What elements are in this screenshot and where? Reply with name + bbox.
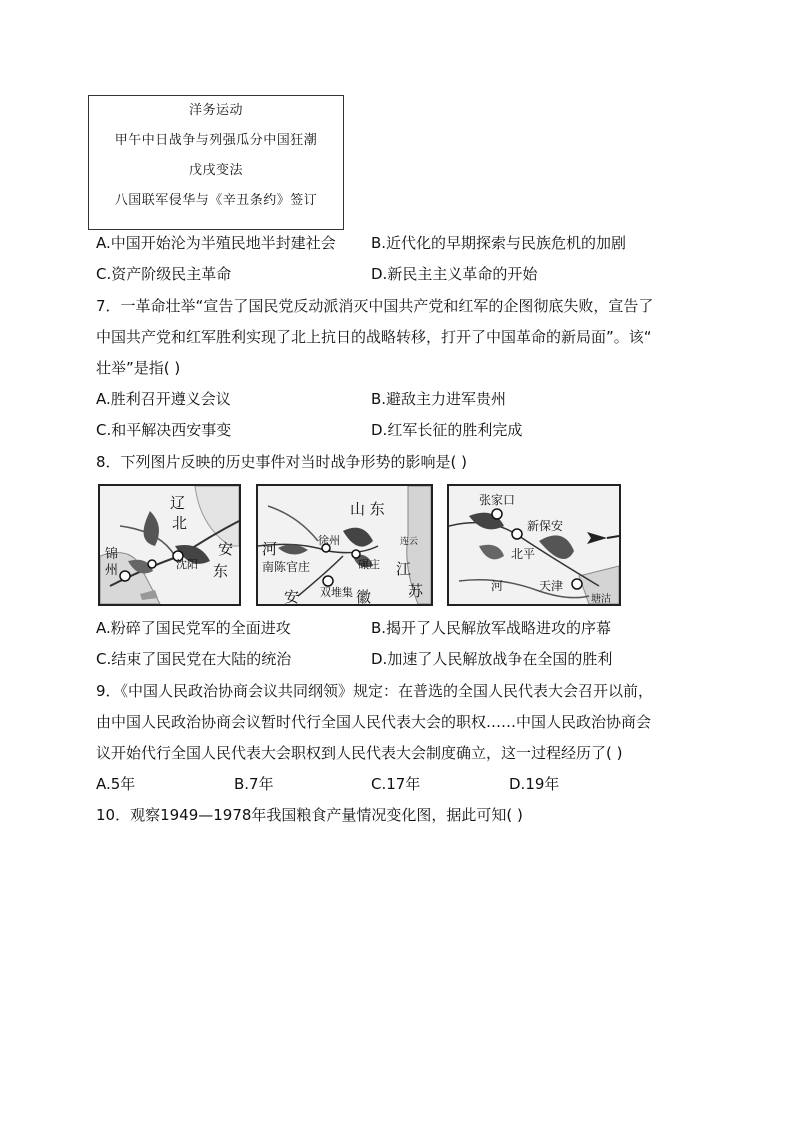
map1-label: 东 xyxy=(213,562,229,580)
q6-option-c: C.资产阶级民主革命 xyxy=(96,265,232,283)
q6-option-a: A.中国开始沦为半殖民地半封建社会 xyxy=(96,234,336,252)
events-box xyxy=(88,95,344,230)
q6-option-b: B.近代化的早期探索与民族危机的加剧 xyxy=(371,234,627,252)
map3-label: 张家口 xyxy=(479,493,516,507)
map2-label: 山 东 xyxy=(350,500,385,518)
map2-label: 徐州 xyxy=(318,534,340,547)
map2-label: 连云 xyxy=(400,537,419,547)
map3-label: 北平 xyxy=(511,547,536,561)
map1-label: 北 xyxy=(172,514,188,532)
q8-option-c: C.结束了国民党在大陆的统治 xyxy=(96,650,292,668)
q10-stem: 10．观察1949—1978年我国粮食产量情况变化图，据此可知( ) xyxy=(96,806,523,824)
map2-label: 碾庄 xyxy=(358,558,380,571)
q7-stem-line: 7．一革命壮举“宣告了国民党反动派消灭中国共产党和红军的企图彻底失败，宣告了 xyxy=(96,297,654,315)
map2-label: 徽 xyxy=(356,588,372,604)
map1-label: 安 xyxy=(218,540,234,558)
map3-label: 新保安 xyxy=(527,519,564,533)
map3-label: 塘沽 xyxy=(591,594,611,604)
q8-option-b: B.揭开了人民解放军战略进攻的序幕 xyxy=(371,619,612,637)
map2-label: 南陈官庄 xyxy=(262,560,311,574)
map-liaoshen xyxy=(98,484,241,606)
q9-stem-line: 议开始代行全国人民代表大会职权到人民代表大会制度确立，这一过程经历了( ) xyxy=(96,744,623,762)
q7-stem-line: 中国共产党和红军胜利实现了北上抗日的战略转移，打开了中国革命的新局面”。该“ xyxy=(96,328,652,346)
map3-label: 天津 xyxy=(539,579,564,593)
map2-label: 河 xyxy=(262,540,278,558)
q7-option-a: A.胜利召开遵义会议 xyxy=(96,390,231,408)
box-item: 洋务运动 xyxy=(188,103,243,118)
q7-option-c: C.和平解决西安事变 xyxy=(96,421,232,439)
q8-stem: 8．下列图片反映的历史事件对当时战争形势的影响是( ) xyxy=(96,453,468,471)
q9-option-d: D.19年 xyxy=(509,775,560,793)
q7-option-b: B.避敌主力进军贵州 xyxy=(371,390,507,408)
q9-stem-line: 9．《中国人民政治协商会议共同纲领》规定：在普选的全国人民代表大会召开以前， xyxy=(96,682,654,700)
map2-label: 双堆集 xyxy=(320,586,353,599)
q9-stem-line: 由中国人民政治协商会议暂时代行全国人民代表大会的职权……中国人民政治协商会 xyxy=(96,713,652,731)
q7-stem-line: 壮举”是指( ) xyxy=(96,359,181,377)
map1-label: 辽 xyxy=(170,494,186,512)
map1-label: 沈阳 xyxy=(176,558,198,571)
q9-option-b: B.7年 xyxy=(234,775,274,793)
map1-label: 州 xyxy=(105,563,119,578)
map2-label: 江 xyxy=(396,560,412,578)
q7-option-d: D.红军长征的胜利完成 xyxy=(371,421,523,439)
box-item: 戊戌变法 xyxy=(188,163,243,178)
map3-label: 河 xyxy=(491,579,504,593)
map1-label: 锦 xyxy=(105,547,119,562)
q8-option-d: D.加速了人民解放战争在全国的胜利 xyxy=(371,650,613,668)
map2-label: 安 xyxy=(284,588,300,604)
map-pingjin xyxy=(447,484,621,606)
q9-option-c: C.17年 xyxy=(371,775,421,793)
map2-label: 苏 xyxy=(408,582,424,600)
q9-option-a: A.5年 xyxy=(96,775,136,793)
q6-option-d: D.新民主主义革命的开始 xyxy=(371,265,538,283)
box-item: 八国联军侵华与《辛丑条约》签订 xyxy=(114,193,318,208)
box-item: 甲午中日战争与列强瓜分中国狂潮 xyxy=(114,133,318,148)
q8-option-a: A.粉碎了国民党军的全面进攻 xyxy=(96,619,291,637)
map-huaihai xyxy=(256,484,433,606)
